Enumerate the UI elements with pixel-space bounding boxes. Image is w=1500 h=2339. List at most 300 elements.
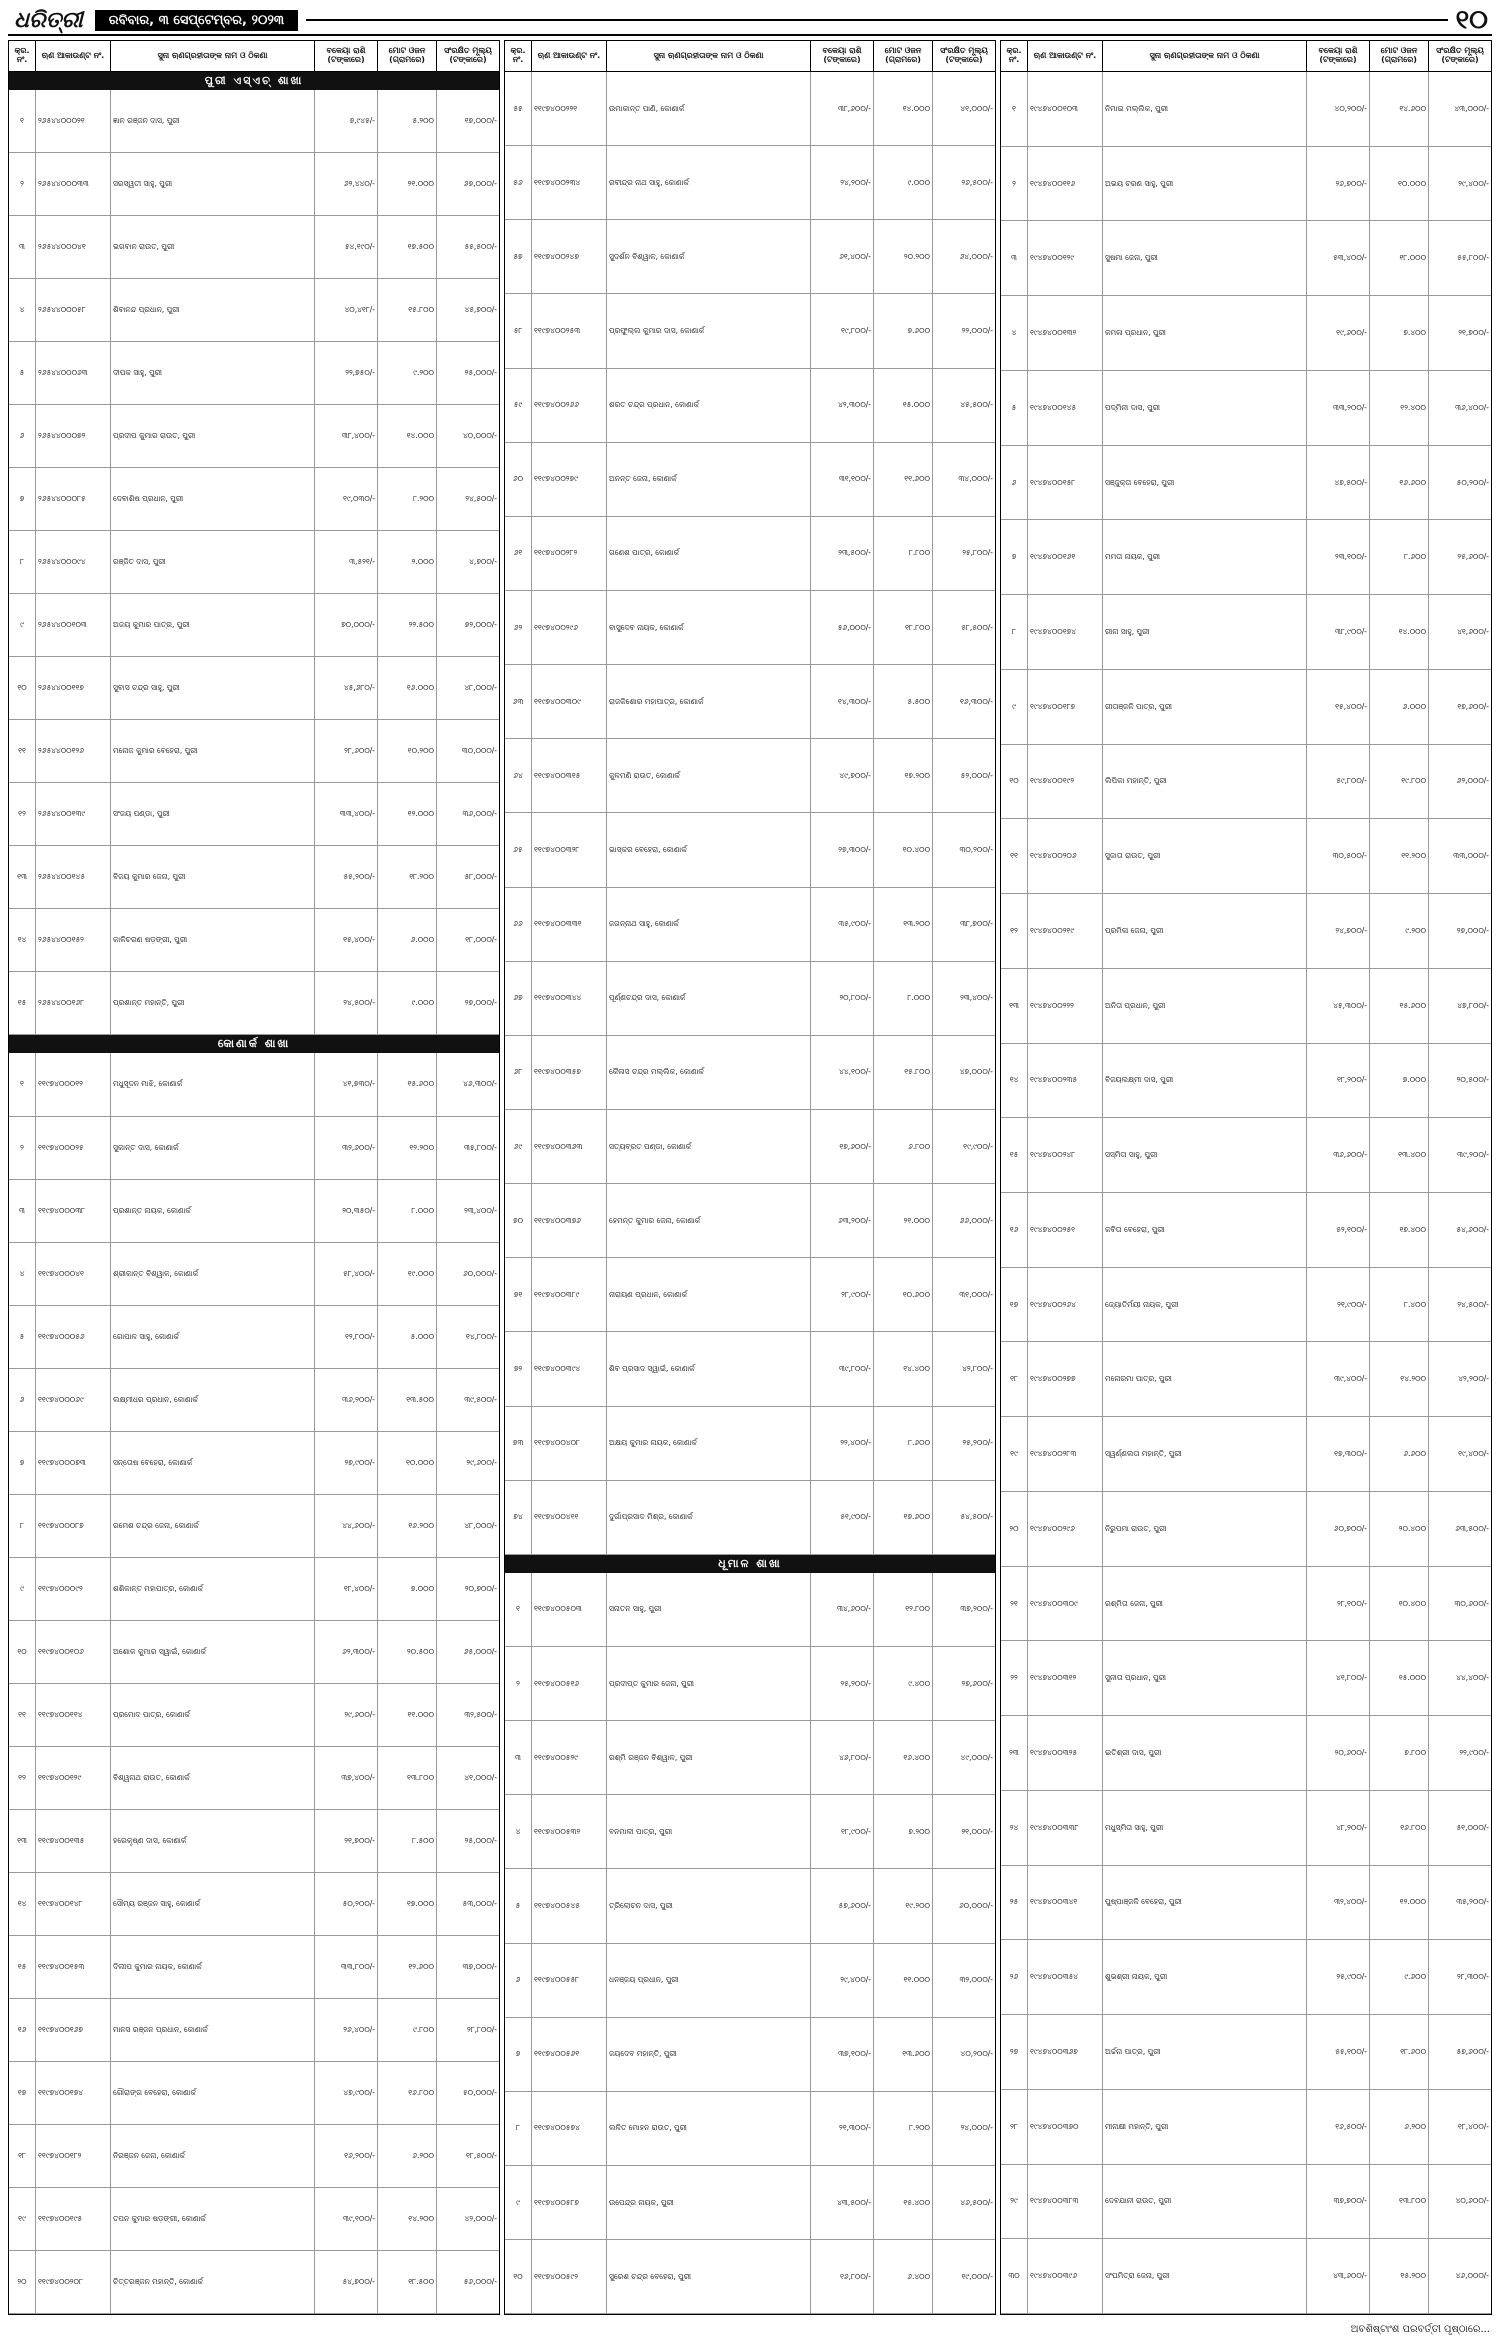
borrower-name-address: ଅନନ୍ତ ଜେନା, କୋଣାର୍କ [607,443,811,516]
loan-account-number: ୧୧୯୭୪୦୦୪୧୧ [532,1481,607,1554]
reserve-price: ୬୫,୦୦୦/- [463,1646,497,1656]
table-row [1001,1866,1491,1941]
borrower-name-address: ସଞ୍ଜୁକ୍ତା ବେହେରା, ପୁରୀ [1103,446,1307,520]
reserve-price: ୫୪,୬୦୦/- [1456,1224,1489,1234]
borrower-name-address: ତ୍ରିଲୋଚନ ଦାସ, ପୁରୀ [607,1869,811,1942]
gross-weight: ୧୨.୦୦୦ [1370,1866,1429,1940]
reserve-price: ୨୫,୦୦୦/- [464,368,497,378]
table-row [505,2092,995,2166]
loan-account-number: ୧୧୯୭୪୦୦୦୮୭ [36,1495,111,1557]
borrower-name-address: ସୁରେଶ ଚନ୍ଦ୍ର ବେହେରା, ପୁରୀ [607,2240,811,2313]
outstanding-amount: ୩୯,୪୦୦/- [1307,1342,1370,1416]
gross-weight: ୨୦.୨୦୦ [874,220,933,293]
header-reserve-price: ସଂରକ୍ଷିତ ମୂଲ୍ୟ (ଟଙ୍କାରେ) [444,46,492,64]
loan-account-number: ୧୧୯୭୪୦୦୨୪୭ [532,220,607,293]
borrower-name-address: ବାସୁଦେବ ନାୟକ, କୋଣାର୍କ [607,591,811,664]
serial-number: ୧ [9,1053,36,1115]
gross-weight: ୨୦.୪୦୦ [1370,1492,1429,1566]
serial-number: ୬ [9,405,36,467]
outstanding-amount: ୩୩,୨୦୦/- [1307,371,1370,445]
reserve-price: ୪୧,୦୦୦/- [960,103,993,113]
gross-weight: ୧୯.୮୦୦ [1370,745,1429,819]
gross-weight: ୧୬.୪୦୦ [874,1721,933,1794]
gross-weight: ୧୩.୮୦୦ [378,1747,437,1809]
gross-weight: ୧୮.୫୦୦ [378,2251,437,2313]
table-row [505,1647,995,1721]
outstanding-amount: ୫୧,୯୦୦/- [811,1481,874,1554]
reserve-price: ୫୫,୫୦୦/- [464,242,497,252]
gross-weight: ୨୧.୦୦୦ [874,1184,933,1257]
divider [306,19,1448,21]
loan-account-number: ୨୬୫୪୪୦୦୦୮୫ [36,468,111,530]
loan-account-number: ୧୧୯୭୪୦୦୩୯୪ [532,1332,607,1405]
gross-weight: ୧୧.୬୦୦ [874,443,933,516]
header-serial-number: କ୍ର. ନଂ. [1001,41,1028,71]
loan-account-number: ୧୧୯୭୪୦୦୨୭୯ [532,443,607,516]
outstanding-amount: ୨୩,୧୦୦/- [1307,520,1370,594]
borrower-name-address: ଭଗବାନ ରାଉତ, ପୁରୀ [111,216,315,278]
outstanding-amount: ୩୯,୮୦୦/- [811,1332,874,1405]
table-row [505,294,995,368]
gross-weight: ୧୮.୨୦୦ [378,846,437,908]
borrower-name-address: ସୁନୀତା ପ୍ରଧାନ, ପୁରୀ [1103,1641,1307,1715]
table-row [1001,147,1491,222]
serial-number: ୧୦ [9,657,36,719]
loan-account-number: ୧୧୯୭୪୦୦୫୧୬ [532,1647,607,1720]
reserve-price: ୪୭,୦୦୦/- [959,1067,993,1077]
outstanding-amount: ୫୭,୬୦୦/- [811,1869,874,1942]
loan-account-number: ୧୯୪୭୪୦୦୩୪୧ [1028,1866,1103,1940]
header-outstanding-amount: ବକେୟା ରାଶି (ଟଙ୍କାରେ) [315,41,378,71]
gross-weight: ୮.୬୦୦ [1370,520,1429,594]
borrower-name-address: ବିଜୟ କୁମାର ଜେନା, ପୁରୀ [111,846,315,908]
gross-weight: ୯.୬୦୦ [1370,1940,1429,2014]
loan-account-number: ୧୯୪୭୪୦୦୧୬୧ [1028,520,1103,594]
borrower-name-address: ସ୍ୱର୍ଣ୍ଣଲତା ମହାନ୍ତି, ପୁରୀ [1103,1417,1307,1491]
outstanding-amount: ୭୦,୦୦୦/- [315,594,378,656]
header-serial-number: କ୍ର. ନଂ. [9,41,36,71]
borrower-name-address: ଲିପିକା ମହାନ୍ତି, ପୁରୀ [1103,745,1307,819]
gross-weight: ୮.୨୦୦ [378,468,437,530]
reserve-price: ୫୮,୦୦୦/- [464,872,497,882]
gross-weight: ୧୫.୬୦୦ [378,1053,437,1115]
reserve-price: ୩୭,୦୦୦/- [462,1961,497,1971]
borrower-name-address: ପ୍ରଶାନ୍ତ ନାୟକ, କୋଣାର୍କ [111,1180,315,1242]
loan-account-number: ୧୧୯୭୪୦୦୩୦୯ [532,665,607,738]
table-row [1001,371,1491,446]
serial-number: ୮ [505,2092,532,2165]
outstanding-amount: ୩୮,୬୦୦/- [811,72,874,145]
loan-account-number: ୧୯୪୭୪୦୦୩୫୪ [1028,1940,1103,2014]
loan-account-number: ୧୧୯୭୪୦୦୫୩୨ [532,1795,607,1868]
borrower-name-address: ପଦ୍ମିନୀ ଦାସ, ପୁରୀ [1103,371,1307,445]
outstanding-amount: ୨୦,୮୦୦/- [811,962,874,1035]
outstanding-amount: ୬୨,୪୪୦/- [315,153,378,215]
reserve-price: ୩୦,୨୦୦/- [959,844,993,854]
table-row [1001,1268,1491,1343]
gross-weight: ୫.୦୦୦ [378,1306,437,1368]
reserve-price: ୧୮,୦୦୦/- [465,935,497,945]
outstanding-amount: ୧୬,୮୦୦/- [811,2240,874,2313]
outstanding-amount: ୬୦,୭୦୦/- [1307,1492,1370,1566]
serial-number: ୨୦ [1001,1492,1028,1566]
outstanding-amount: ୪୫,୩୦୦/- [1307,969,1370,1043]
borrower-name-address: ରଞ୍ଜିତ ଦାସ, ପୁରୀ [111,531,315,593]
table-row [1001,1342,1491,1417]
loan-account-number: ୧୯୪୭୪୦୦୧୭୪ [1028,595,1103,669]
outstanding-amount: ୨୫,୨୦୦/- [811,1647,874,1720]
header-serial-number: କ୍ର. ନଂ. [505,41,532,71]
table-row [9,2125,499,2188]
gross-weight: ୧୧.୨୦୦ [1370,819,1429,893]
reserve-price: ୪୯,୦୦୦/- [960,1752,993,1762]
borrower-name-address: ଲକ୍ଷ୍ମୀଧର ପ୍ରଧାନ, କୋଣାର୍କ [111,1369,315,1431]
loan-account-number: ୧୯୪୭୪୦୦୧୮୭ [1028,670,1103,744]
gross-weight: ୧୩.୨୦୦ [874,888,933,961]
gross-weight: ୯.୮୦୦ [378,1999,437,2061]
reserve-price: ୨୫,୨୦୦/- [962,1438,993,1448]
table-row [505,72,995,146]
outstanding-amount: ୧୮,୨୦୦/- [1307,1044,1370,1118]
serial-number: ୧୧ [1001,819,1028,893]
loan-account-number: ୧୧୯୭୪୦୦୦୬୯ [36,1369,111,1431]
serial-number: ୫ [9,342,36,404]
outstanding-amount: ୨୨,୭୫୦/- [315,342,378,404]
table-row [505,2018,995,2092]
outstanding-amount: ୧୬,୨୦୦/- [315,2125,378,2187]
outstanding-amount: ୬୩,୨୦୦/- [811,1184,874,1257]
borrower-name-address: ସନ୍ତୋଷ ବେହେରା, କୋଣାର୍କ [111,1432,315,1494]
table-row [505,665,995,739]
loan-account-number: ୧୯୪୭୪୦୦୨୦୬ [1028,819,1103,893]
gross-weight: ୧୫.୨୦୦ [1370,2239,1429,2313]
outstanding-amount: ୬୨,୩୦୦/- [315,1621,378,1683]
loan-account-number: ୨୬୫୪୪୦୦୦୯୪ [36,531,111,593]
borrower-name-address: ଶରତ ଚନ୍ଦ୍ର ପ୍ରଧାନ, କୋଣାର୍କ [607,369,811,442]
loan-account-number: ୨୬୫୪୪୦୦୦୪୧ [36,216,111,278]
table-row [505,1184,995,1258]
borrower-name-address: ଦିଲୀପ କୁମାର ନାୟକ, କୋଣାର୍କ [111,1936,315,1998]
table-row [1001,670,1491,745]
table-row [505,1573,995,1647]
branch-section-title: କୋଣାର୍କ ଶାଖା [9,1035,499,1053]
outstanding-amount: ୧୫,୪୦୦/- [1307,670,1370,744]
header-loan-account-number: ଋଣ ଆକାଉଣ୍ଟ ନଂ. [36,41,111,71]
outstanding-amount: ୨୬,୪୦୦/- [315,1999,378,2061]
gross-weight: ୭.୮୦୦ [1370,1716,1429,1790]
serial-number: ୧୩ [9,846,36,908]
serial-number: ୭୦ [505,1184,532,1257]
serial-number: ୫୫ [505,72,532,145]
gross-weight: ୬.୨୦୦ [1370,2090,1429,2164]
serial-number: ୭୧ [505,1258,532,1331]
gross-weight: ୮.୦୦୦ [874,962,933,1035]
reserve-price: ୨୩,୪୦୦/- [464,1205,497,1215]
table-row [1001,1118,1491,1193]
borrower-name-address: ସୁବାସ ଚନ୍ଦ୍ର ସାହୁ, ପୁରୀ [111,657,315,719]
borrower-name-address: ଅର୍ଚ୍ଚନା ପାତ୍ର, ପୁରୀ [1103,2015,1307,2089]
loan-account-number: ୧୯୪୭୪୦୦୨୬୪ [1028,1268,1103,1342]
loan-account-number: ୧୧୯୭୪୦୦୨୬୬ [532,369,607,442]
outstanding-amount: ୪୬,୮୦୦/- [811,1721,874,1794]
serial-number: ୩ [9,216,36,278]
borrower-name-address: ଶୁଭଶ୍ରୀ ନାୟକ, ପୁରୀ [1103,1940,1307,2014]
reserve-price: ୬୪,୦୦୦/- [959,251,993,261]
outstanding-amount: ୪୩,୬୦୦/- [1307,2239,1370,2313]
gross-weight: ୧୦.୪୦୦ [1370,1567,1429,1641]
borrower-name-address: ସୌମ୍ୟ ରଞ୍ଜନ ସାହୁ, କୋଣାର୍କ [111,1873,315,1935]
header-reserve-price: ସଂରକ୍ଷିତ ମୂଲ୍ୟ (ଟଙ୍କାରେ) [1436,46,1484,64]
loan-account-number: ୧୧୯୭୪୦୦୧୦୬ [36,1621,111,1683]
reserve-price: ୩୭,୨୦୦/- [960,1604,993,1614]
gross-weight: ୧୪.୦୦୦ [874,72,933,145]
loan-account-number: ୧୧୯୭୪୦୦୧୮୨ [36,2125,111,2187]
outstanding-amount: ୫୨,୧୦୦/- [1307,1193,1370,1267]
table-row [505,2166,995,2240]
serial-number: ୧ [9,90,36,152]
gross-weight: ୯.୪୦୦ [874,1647,933,1720]
table-row [1001,1193,1491,1268]
loan-account-number: ୧୯୪୭୪୦୦୨୨୨ [1028,969,1103,1043]
header-gross-weight: ମୋଟ ଓଜନ (ଗ୍ରାମରେ) [874,41,933,71]
reserve-price: ୨୫,୬୦୦/- [1457,552,1489,562]
loan-account-number: ୨୬୫୪୪୦୦୧୩୯ [36,783,111,845]
borrower-name-address: ନିମାଇ ମଲ୍ଲିକ, ପୁରୀ [1103,72,1307,146]
table-row [9,1432,499,1495]
table-row [1001,72,1491,147]
reserve-price: ୨୭,୬୦୦/- [961,1678,993,1688]
borrower-name-address: ଇତିଶ୍ରୀ ଦାସ, ପୁରୀ [1103,1716,1307,1790]
reserve-price: ୪୮,୦୦୦/- [464,1520,497,1530]
loan-account-number: ୧୯୪୭୪୦୦୧୧୬ [1028,147,1103,221]
reserve-price: ୩୫,୮୦୦/- [464,1142,497,1152]
outstanding-amount: ୨୯,୪୦୦/- [811,1944,874,2017]
table-row [505,369,995,443]
borrower-name-address: ଅଜୟ କୁମାର ପାତ୍ର, ପୁରୀ [111,594,315,656]
table-row [505,517,995,591]
table-row [9,1684,499,1747]
borrower-name-address: ଶଶିକାନ୍ତ ମହାପାତ୍ର, କୋଣାର୍କ [111,1558,315,1620]
gross-weight: ୧୮.୦୦୦ [1370,221,1429,295]
outstanding-amount: ୫୪,୧୯୦/- [315,216,378,278]
gross-weight: ୧୨.୪୦୦ [1370,371,1429,445]
loan-account-number: ୧୧୯୭୪୦୦୫୫୮ [532,1944,607,2017]
serial-number: ୫୯ [505,369,532,442]
gross-weight: ୧୦.୬୦୦ [874,1258,933,1331]
serial-number: ୩ [1001,221,1028,295]
outstanding-amount: ୧୬,୫୦୦/- [1307,2090,1370,2164]
table-row [9,1621,499,1684]
gross-weight: ୧୩.୪୦୦ [1370,1118,1429,1192]
gross-weight: ୨୨.୫୦୦ [378,594,437,656]
loan-account-number: ୧୯୪୭୪୦୦୩୧୨ [1028,1641,1103,1715]
outstanding-amount: ୩୧,୧୦୦/- [811,443,874,516]
loan-account-number: ୧୧୯୭୪୦୦୧୨୯ [36,1747,111,1809]
reserve-price: ୪୦,୬୦୦/- [1455,2196,1489,2206]
table-row [1001,1417,1491,1492]
table-row [9,279,499,342]
serial-number: ୬୩ [505,665,532,738]
borrower-name-address: ବନମାଳୀ ପାତ୍ର, ପୁରୀ [607,1795,811,1868]
borrower-name-address: ଗୌରାଙ୍ଗ ବେହେରା, କୋଣାର୍କ [111,2062,315,2124]
serial-number: ୧ [1001,72,1028,146]
gross-weight: ୨୦.୫୦୦ [378,1621,437,1683]
table-row [505,1481,995,1555]
serial-number: ୧୬ [9,1999,36,2061]
serial-number: ୩୦ [1001,2239,1028,2313]
borrower-name-address: ପ୍ରଶାନ୍ତ ମହାନ୍ତି, ପୁରୀ [111,972,315,1034]
outstanding-amount: ୩୯,୧୦୦/- [315,2188,378,2250]
table-row [505,1721,995,1795]
outstanding-amount: ୩୬,୨୦୦/- [315,1369,378,1431]
serial-number: ୧୧ [9,1684,36,1746]
gross-weight: ୧୦.୦୦୦ [1370,147,1429,221]
table-column-3 [1000,40,1492,2315]
table-row [505,1944,995,2018]
table-row [505,813,995,887]
loan-account-number: ୧୧୯୭୪୦୦୨୩୪ [532,146,607,219]
gross-weight: ୮.୪୦୦ [1370,1268,1429,1342]
table-row [1001,2239,1491,2314]
serial-number: ୬୪ [505,739,532,812]
outstanding-amount: ୨୯,୬୦୦/- [315,1684,378,1746]
outstanding-amount: ୨୮,୬୦୦/- [315,720,378,782]
serial-number: ୪ [9,1243,36,1305]
table-row [9,1369,499,1432]
reserve-price: ୩୩,୦୦୦/- [1453,851,1489,861]
reserve-price: ୪୮,୦୦୦/- [464,683,497,693]
borrower-name-address: ରୀନା ସାହୁ, ପୁରୀ [1103,595,1307,669]
outstanding-amount: ୪୪,୬୦୦/- [315,1495,378,1557]
borrower-name-address: ବିଜୟଲକ୍ଷ୍ମୀ ଦାସ, ପୁରୀ [1103,1044,1307,1118]
reserve-price: ୨୪,୦୦୦/- [960,2123,993,2133]
reserve-price: ୩୦,୦୦୦/- [461,746,497,756]
borrower-name-address: ଅଭୟ ଚରଣ ସାହୁ, ପୁରୀ [1103,147,1307,221]
serial-number: ୧୦ [505,2240,532,2313]
reserve-price: ୪୬,୩୦୦/- [463,1079,497,1089]
borrower-name-address: ସନାତନ ସାହୁ, ପୁରୀ [607,1573,811,1646]
loan-account-number: ୧୧୯୭୪୦୦୧୬୭ [36,1999,111,2061]
serial-number: ୨୩ [1001,1716,1028,1790]
serial-number: ୨୫ [1001,1866,1028,1940]
borrower-name-address: କବିତା ବେହେରା, ପୁରୀ [1103,1193,1307,1267]
gross-weight: ୧୨.୨୦୦ [378,1117,437,1179]
table-row [1001,894,1491,969]
loan-account-number: ୧୧୯୭୪୦୦୨୯୬ [532,591,607,664]
loan-account-number: ୧୧୯୭୪୦୦୧୩୫ [36,1810,111,1872]
outstanding-amount: ୨୭,୩୦୦/- [811,813,874,886]
gross-weight: ୧୭.୨୦୦ [874,739,933,812]
borrower-name-address: ମାନସ ରଞ୍ଜନ ପ୍ରଧାନ, କୋଣାର୍କ [111,1999,315,2061]
serial-number: ୧୮ [9,2125,36,2187]
serial-number: ୨୯ [1001,2165,1028,2239]
table-row [505,1110,995,1184]
reserve-price: ୧୭,୦୦୦/- [464,116,497,126]
reserve-price: ୨୦,୭୦୦/- [464,1583,497,1593]
borrower-name-address: ଜ୍ୟୋତିର୍ମୟୀ ନାୟକ, ପୁରୀ [1103,1268,1307,1342]
serial-number: ୭ [505,2018,532,2091]
loan-account-number: ୧୯୪୭୪୦୦୩୯୬ [1028,2239,1103,2313]
serial-number: ୨୮ [1001,2090,1028,2164]
loan-account-number: ୧୧୯୭୪୦୦୩୧୫ [532,739,607,812]
reserve-price: ୪୫,୭୦୦/- [464,305,497,315]
outstanding-amount: ୩୭,୭୦୦/- [1307,2165,1370,2239]
reserve-price: ୨୫,୦୦୦/- [464,1835,497,1845]
gross-weight: ୫.୨୦୦ [378,90,437,152]
table-row [505,962,995,1036]
loan-account-number: ୧୧୯୭୪୦୦୩୮୯ [532,1258,607,1331]
reserve-price: ୫୦,୦୦୦/- [462,2087,497,2097]
reserve-price: ୪୩,୦୦୦/- [1454,103,1489,113]
serial-number: ୩ [505,1721,532,1794]
gross-weight: ୧୪.୪୦୦ [874,1332,933,1405]
borrower-name-address: ହରେକୃଷ୍ଣ ଦାସ, କୋଣାର୍କ [111,1810,315,1872]
gross-weight: ୧୫.୮୦୦ [874,1036,933,1109]
table-body [1001,72,1491,2314]
loan-account-number: ୧୯୪୭୪୦୦୨୮୩ [1028,1417,1103,1491]
table-row [9,405,499,468]
reserve-price: ୩୫,୨୦୦/- [1456,1897,1489,1907]
gross-weight: ୯.୨୦୦ [378,342,437,404]
reserve-price: ୨୮,୩୦୦/- [1456,1972,1489,1982]
borrower-name-address: ସଂଜୟ ପଣ୍ଡା, ପୁରୀ [111,783,315,845]
table-row [9,1936,499,1999]
gross-weight: ୧୨.୬୦୦ [378,1936,437,1998]
newspaper-logo: ଧରିତ୍ରୀ [14,7,83,33]
reserve-price: ୨୯,୬୦୦/- [466,1457,497,1467]
outstanding-amount: ୪୦,୪୧୮/- [315,279,378,341]
outstanding-amount: ୧୭,୩୦୦/- [1307,1417,1370,1491]
borrower-name-address: ମୀନାକ୍ଷୀ ମହାନ୍ତି, ପୁରୀ [1103,2090,1307,2164]
table-row [505,2240,995,2314]
table-row [9,1053,499,1116]
outstanding-amount: ୨୭,୯୦୦/- [315,1432,378,1494]
reserve-price: ୨୫,୮୦୦/- [962,548,993,558]
borrower-name-address: ରମେଶ ଚନ୍ଦ୍ର ଜେନା, କୋଣାର୍କ [111,1495,315,1557]
loan-account-number: ୧୧୯୭୪୦୦୦୧୨ [36,1053,111,1115]
gross-weight: ୧୦.୨୦୦ [378,720,437,782]
gross-weight: ୧୦.୪୦୦ [874,813,933,886]
borrower-name-address: ନିରଞ୍ଜନ ଜେନା, କୋଣାର୍କ [111,2125,315,2187]
table-row [9,1999,499,2062]
serial-number: ୧୦ [9,1621,36,1683]
borrower-name-address: ସୁଜାତା ରାଉତ, ପୁରୀ [1103,819,1307,893]
serial-number: ୮ [9,1495,36,1557]
outstanding-amount: ୨୧,୭୦୦/- [315,1810,378,1872]
outstanding-amount: ୧୮,୪୦୦/- [315,1558,378,1620]
table-row [9,1810,499,1873]
reserve-price: ୨୧,୭୦୦/- [1458,328,1489,338]
loan-account-number: ୧୧୯୭୪୦୦୧୪୮ [36,1873,111,1935]
serial-number: ୬୦ [505,443,532,516]
loan-account-number: ୧୧୯୭୪୦୦୫୪୫ [532,1869,607,1942]
loan-account-number: ୧୯୪୭୪୦୦୨୭୭ [1028,1342,1103,1416]
gross-weight: ୧୭.୬୦୦ [874,1481,933,1554]
table-header [505,41,995,72]
loan-account-number: ୨୬୫୪୪୦୦୦୫୮ [36,279,111,341]
outstanding-amount: ୪୭,୫୦୦/- [1307,446,1370,520]
serial-number: ୭ [1001,520,1028,594]
gross-weight: ୯.୦୦୦ [378,972,437,1034]
reserve-price: ୫୦,୨୦୦/- [1456,477,1489,487]
outstanding-amount: ୨୪,୫୦୦/- [315,972,378,1034]
serial-number: ୫ [505,1869,532,1942]
loan-account-number: ୧୯୪୭୪୦୦୨୪୮ [1028,1118,1103,1192]
loan-account-number: ୧୧୯୭୪୦୦୦୪୧ [36,1243,111,1305]
borrower-name-address: ମଧୁସୂଦନ ମାଝି, କୋଣାର୍କ [111,1053,315,1115]
gross-weight: ୧୫.୦୦୦ [874,369,933,442]
reserve-price: ୨୮,୮୦୦/- [466,2024,497,2034]
